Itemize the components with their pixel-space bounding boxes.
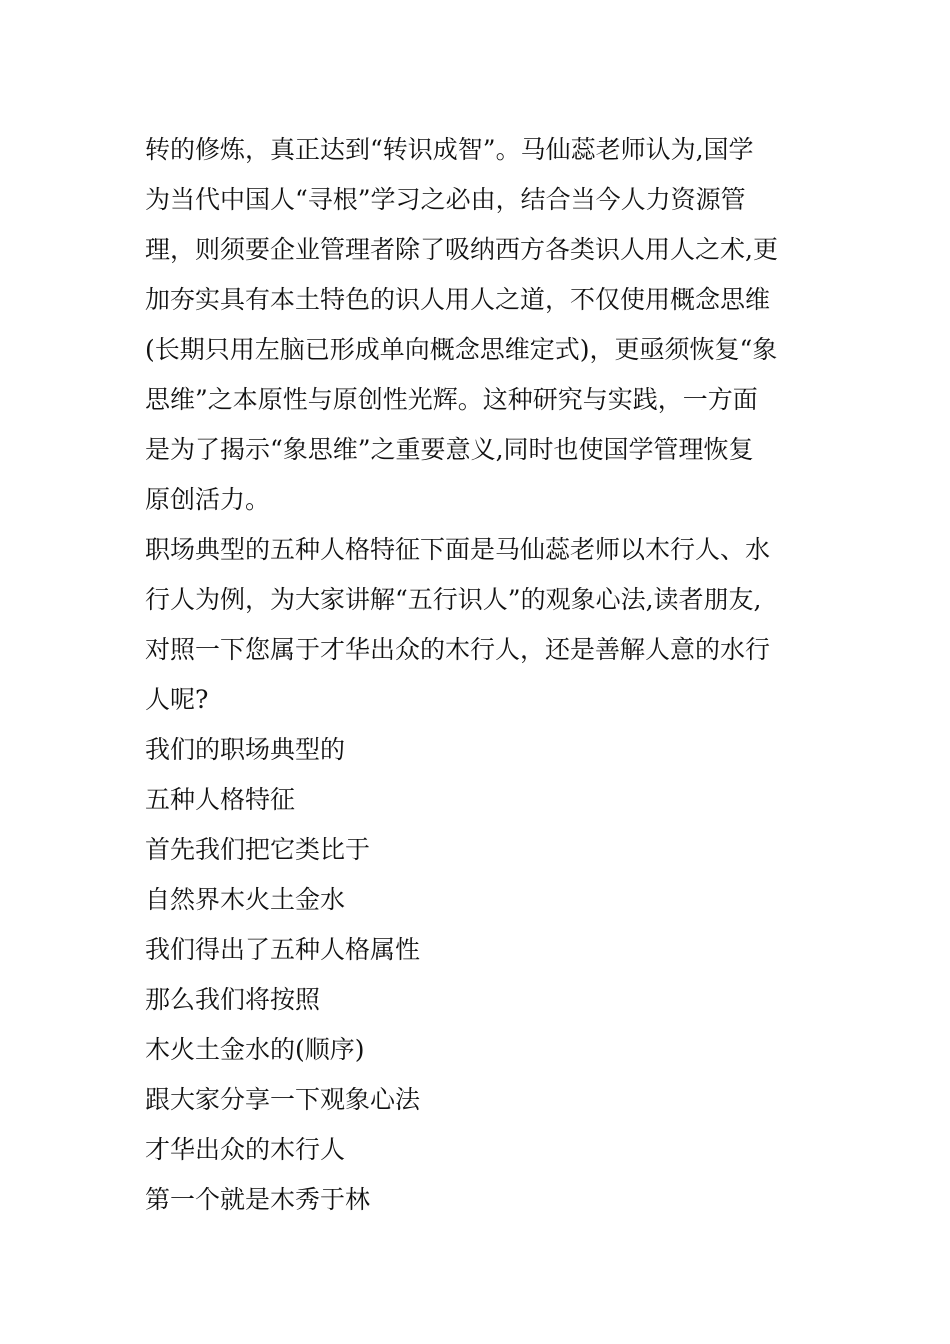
list-item: 五种人格特征 bbox=[145, 785, 296, 814]
list-item: 才华出众的木行人 bbox=[145, 1135, 346, 1164]
document-body bbox=[145, 125, 805, 1225]
text-line: 思维”之本原性与原创性光辉。这种研究与实践，一方面 bbox=[145, 385, 758, 414]
text-line: 理，则须要企业管理者除了吸纳西方各类识人用人之术,更 bbox=[145, 235, 778, 264]
text-line: (长期只用左脑已形成单向概念思维定式)，更亟须恢复“象 bbox=[145, 335, 778, 364]
text-line: 职场典型的五种人格特征下面是马仙蕊老师以木行人、水 bbox=[145, 535, 771, 564]
text-line: 对照一下您属于才华出众的木行人，还是善解人意的水行 bbox=[145, 635, 771, 664]
paragraph-1 bbox=[145, 125, 805, 525]
list-item: 跟大家分享一下观象心法 bbox=[145, 1085, 421, 1114]
text-line: 转的修炼，真正达到“转识成智”。马仙蕊老师认为,国学 bbox=[145, 135, 754, 164]
list-item: 木火土金水的(顺序) bbox=[145, 1035, 365, 1064]
text-line: 行人为例，为大家讲解“五行识人”的观象心法,读者朋友, bbox=[145, 585, 762, 614]
list-item: 我们得出了五种人格属性 bbox=[145, 935, 421, 964]
list-item: 那么我们将按照 bbox=[145, 985, 321, 1014]
list-item: 第一个就是木秀于林 bbox=[145, 1185, 371, 1214]
text-line: 原创活力。 bbox=[145, 485, 271, 514]
text-line: 是为了揭示“象思维”之重要意义,同时也使国学管理恢复 bbox=[145, 435, 754, 464]
short-lines-list bbox=[145, 725, 805, 1225]
text-line: 为当代中国人“寻根”学习之必由，结合当今人力资源管 bbox=[145, 185, 746, 214]
text-line: 人呢? bbox=[145, 685, 209, 714]
text-line: 加夯实具有本土特色的识人用人之道，不仅使用概念思维 bbox=[145, 285, 771, 314]
list-item: 我们的职场典型的 bbox=[145, 735, 346, 764]
list-item: 自然界木火土金水 bbox=[145, 885, 346, 914]
list-item: 首先我们把它类比于 bbox=[145, 835, 371, 864]
paragraph-2 bbox=[145, 525, 805, 725]
